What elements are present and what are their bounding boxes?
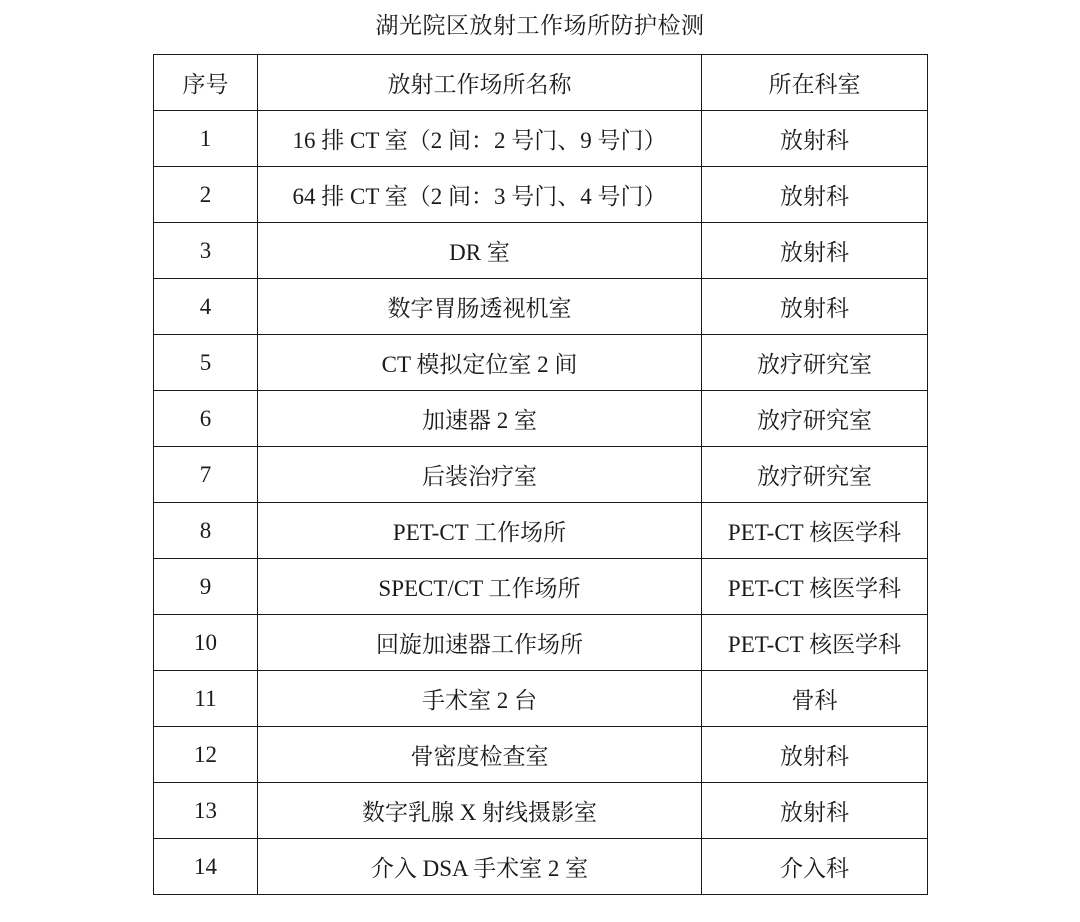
cell-facility-name: 后装治疗室 bbox=[258, 447, 702, 503]
cell-serial-number: 1 bbox=[154, 111, 258, 167]
cell-facility-name: 数字乳腺 X 射线摄影室 bbox=[258, 783, 702, 839]
header-row bbox=[154, 55, 928, 111]
cell-facility-name: 手术室 2 台 bbox=[258, 671, 702, 727]
table-row bbox=[154, 783, 928, 839]
header-department: 所在科室 bbox=[702, 55, 928, 111]
table-row bbox=[154, 615, 928, 671]
table-row bbox=[154, 391, 928, 447]
cell-facility-name: CT 模拟定位室 2 间 bbox=[258, 335, 702, 391]
cell-department: 放疗研究室 bbox=[702, 447, 928, 503]
table-row bbox=[154, 223, 928, 279]
table-body bbox=[154, 111, 928, 895]
cell-serial-number: 6 bbox=[154, 391, 258, 447]
cell-serial-number: 4 bbox=[154, 279, 258, 335]
cell-department: 放射科 bbox=[702, 111, 928, 167]
cell-serial-number: 8 bbox=[154, 503, 258, 559]
facility-table bbox=[153, 54, 928, 895]
cell-serial-number: 11 bbox=[154, 671, 258, 727]
table-row bbox=[154, 279, 928, 335]
cell-facility-name: 加速器 2 室 bbox=[258, 391, 702, 447]
cell-department: 放疗研究室 bbox=[702, 391, 928, 447]
cell-department: 放射科 bbox=[702, 727, 928, 783]
cell-facility-name: 回旋加速器工作场所 bbox=[258, 615, 702, 671]
cell-department: 放射科 bbox=[702, 783, 928, 839]
cell-department: PET-CT 核医学科 bbox=[702, 615, 928, 671]
table-row bbox=[154, 335, 928, 391]
cell-department: 放疗研究室 bbox=[702, 335, 928, 391]
cell-department: 放射科 bbox=[702, 279, 928, 335]
header-facility-name: 放射工作场所名称 bbox=[258, 55, 702, 111]
cell-serial-number: 10 bbox=[154, 615, 258, 671]
cell-facility-name: PET-CT 工作场所 bbox=[258, 503, 702, 559]
table-row bbox=[154, 447, 928, 503]
header-serial-number: 序号 bbox=[154, 55, 258, 111]
cell-facility-name: 64 排 CT 室（2 间：3 号门、4 号门） bbox=[258, 167, 702, 223]
table-row bbox=[154, 111, 928, 167]
cell-serial-number: 7 bbox=[154, 447, 258, 503]
cell-department: 放射科 bbox=[702, 167, 928, 223]
cell-facility-name: SPECT/CT 工作场所 bbox=[258, 559, 702, 615]
table-row bbox=[154, 503, 928, 559]
document-title: 湖光院区放射工作场所防护检测 bbox=[375, 13, 705, 38]
cell-facility-name: 16 排 CT 室（2 间：2 号门、9 号门） bbox=[258, 111, 702, 167]
cell-serial-number: 5 bbox=[154, 335, 258, 391]
cell-facility-name: DR 室 bbox=[258, 223, 702, 279]
cell-facility-name: 数字胃肠透视机室 bbox=[258, 279, 702, 335]
cell-serial-number: 12 bbox=[154, 727, 258, 783]
table-row bbox=[154, 839, 928, 895]
cell-department: PET-CT 核医学科 bbox=[702, 503, 928, 559]
table-header bbox=[154, 55, 928, 111]
table-row bbox=[154, 559, 928, 615]
table-row bbox=[154, 727, 928, 783]
cell-serial-number: 3 bbox=[154, 223, 258, 279]
cell-serial-number: 9 bbox=[154, 559, 258, 615]
cell-department: 骨科 bbox=[702, 671, 928, 727]
cell-facility-name: 介入 DSA 手术室 2 室 bbox=[258, 839, 702, 895]
cell-serial-number: 2 bbox=[154, 167, 258, 223]
cell-department: 放射科 bbox=[702, 223, 928, 279]
cell-serial-number: 13 bbox=[154, 783, 258, 839]
cell-department: PET-CT 核医学科 bbox=[702, 559, 928, 615]
table-row bbox=[154, 671, 928, 727]
cell-facility-name: 骨密度检查室 bbox=[258, 727, 702, 783]
cell-department: 介入科 bbox=[702, 839, 928, 895]
cell-serial-number: 14 bbox=[154, 839, 258, 895]
table-row bbox=[154, 167, 928, 223]
